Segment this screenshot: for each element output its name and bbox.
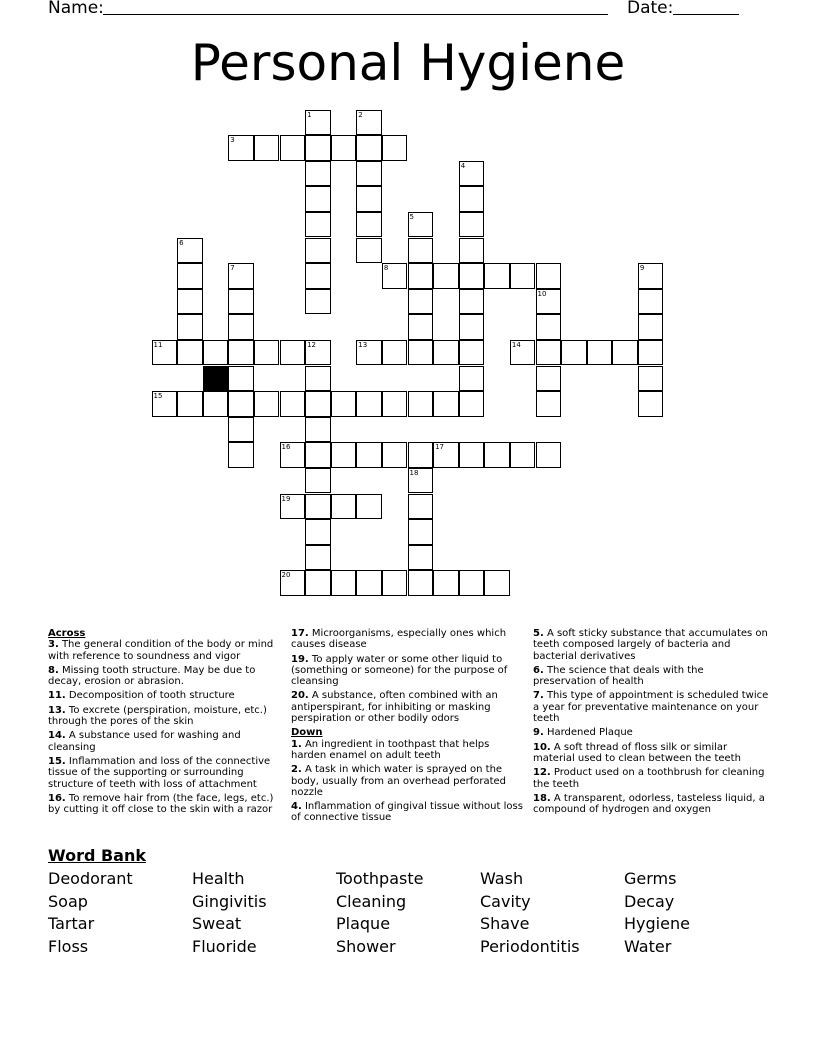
crossword-cell[interactable]	[356, 135, 382, 161]
crossword-cell[interactable]	[280, 340, 306, 366]
clue-text: A task in which water is sprayed on the body, usually from an overhead perforated nozzle	[291, 764, 507, 798]
clue-number: 7	[230, 264, 235, 273]
crossword-cell[interactable]	[459, 314, 485, 340]
down-clue	[291, 739, 527, 762]
crossword-cell[interactable]	[331, 494, 357, 520]
crossword-cell[interactable]	[305, 545, 331, 571]
clue-column-1	[48, 628, 284, 818]
down-clue	[533, 665, 769, 688]
clue-text: Hardened Plaque	[546, 727, 633, 739]
clue-column-2	[291, 628, 527, 827]
crossword-cell[interactable]	[305, 519, 331, 545]
clue-number: 18	[409, 468, 419, 477]
crossword-cell[interactable]	[536, 366, 562, 392]
clue-number-label: 1.	[291, 738, 302, 750]
crossword-cell[interactable]	[408, 212, 434, 238]
across-clue	[48, 756, 284, 790]
crossword-cell[interactable]	[305, 289, 331, 315]
crossword-cell[interactable]	[305, 340, 331, 366]
clue-number: 3	[230, 136, 235, 145]
crossword-cell[interactable]	[459, 161, 485, 187]
crossword-cell[interactable]	[382, 442, 408, 468]
crossword-cell[interactable]	[228, 289, 254, 315]
crossword-cell[interactable]	[305, 391, 331, 417]
clue-text: Missing tooth structure. May be due to decay, erosion or abrasion.	[48, 664, 256, 688]
crossword-cell[interactable]	[356, 161, 382, 187]
clue-text: A soft sticky substance that accumulates on teeth composed largely of bacteria and bacterial derivatives	[533, 628, 768, 662]
crossword-cell[interactable]	[382, 570, 408, 596]
clue-text: A substance, often combined with an antiperspirant, for inhibiting or masking perspiration or other bodily odors	[291, 690, 498, 725]
crossword-cell[interactable]	[152, 340, 178, 366]
crossword-cell[interactable]	[612, 340, 638, 366]
clue-number-label: 6.	[533, 664, 544, 676]
down-clue	[533, 793, 769, 816]
word-bank-item: Periodontitis	[480, 936, 580, 956]
name-label: Name:	[48, 0, 104, 18]
clue-number: 17	[435, 443, 445, 452]
word-bank-item: Cavity	[480, 891, 531, 911]
across-clue	[291, 654, 527, 688]
crossword-cell[interactable]	[536, 442, 562, 468]
clue-number: 15	[153, 392, 163, 401]
clue-text: Microorganisms, especially ones which causes disease	[291, 628, 507, 651]
word-bank-item: Water	[624, 936, 672, 956]
crossword-cell[interactable]	[638, 340, 664, 366]
clue-number-label: 16.	[48, 792, 66, 804]
clue-number-label: 13.	[48, 704, 66, 716]
crossword-cell[interactable]	[459, 442, 485, 468]
crossword-cell[interactable]	[305, 263, 331, 289]
crossword-cell[interactable]	[254, 135, 280, 161]
crossword-cell[interactable]	[356, 494, 382, 520]
crossword-cell[interactable]	[536, 391, 562, 417]
clue-number-label: 2.	[291, 764, 302, 776]
crossword-cell[interactable]	[638, 391, 664, 417]
crossword-cell[interactable]	[536, 263, 562, 289]
crossword-cell[interactable]	[280, 391, 306, 417]
crossword-cell[interactable]	[152, 391, 178, 417]
crossword-cell[interactable]	[459, 212, 485, 238]
crossword-cell[interactable]	[561, 340, 587, 366]
word-bank-item: Plaque	[336, 914, 391, 933]
word-bank-item: Health	[192, 869, 245, 888]
clue-number: 14	[511, 340, 521, 349]
clue-number-label: 8.	[48, 664, 59, 676]
crossword-cell[interactable]	[305, 161, 331, 187]
crossword-cell[interactable]	[356, 442, 382, 468]
crossword-cell[interactable]	[587, 340, 613, 366]
crossword-cell[interactable]	[433, 391, 459, 417]
crossword-cell[interactable]	[536, 289, 562, 315]
crossword-cell[interactable]	[433, 442, 459, 468]
clue-text: Decomposition of tooth structure	[68, 690, 235, 702]
clue-number: 9	[639, 264, 645, 273]
clue-text: The science that deals with the preservation of health	[533, 664, 704, 688]
crossword-cell[interactable]	[203, 340, 229, 366]
crossword-cell[interactable]	[408, 545, 434, 571]
crossword-cell[interactable]	[382, 263, 408, 289]
word-bank-item: Deodorant	[48, 869, 133, 888]
crossword-cell[interactable]	[280, 494, 306, 520]
clue-number-label: 9.	[533, 727, 544, 739]
clue-number: 19	[281, 494, 291, 503]
down-clue	[291, 801, 527, 824]
crossword-cell[interactable]	[331, 570, 357, 596]
crossword-cell[interactable]	[484, 442, 510, 468]
down-clue	[533, 628, 769, 662]
crossword-cell[interactable]	[408, 289, 434, 315]
crossword-cell[interactable]	[459, 263, 485, 289]
crossword-cell[interactable]	[228, 366, 254, 392]
crossword-cell[interactable]	[280, 135, 306, 161]
clue-text: This type of appointment is scheduled twice a year for preventative maintenance on your teeth	[533, 690, 769, 725]
crossword-cell[interactable]	[228, 314, 254, 340]
crossword-cell[interactable]	[177, 314, 203, 340]
word-bank-item: Germs	[624, 869, 677, 888]
crossword-cell[interactable]	[459, 391, 485, 417]
crossword-cell[interactable]	[356, 340, 382, 366]
crossword-cell[interactable]	[408, 442, 434, 468]
across-clue	[291, 628, 527, 651]
across-clue	[48, 793, 284, 816]
clue-text: To remove hair from (the face, legs, etc.) by cutting it off close to the skin with a razor	[48, 792, 274, 816]
clue-number: 13	[358, 340, 368, 349]
crossword-cell[interactable]	[331, 391, 357, 417]
crossword-cell[interactable]	[305, 494, 331, 520]
across-clue	[48, 639, 284, 662]
clue-number: 6	[179, 238, 184, 247]
word-bank-item: Tartar	[48, 914, 95, 933]
crossword-cell[interactable]	[510, 263, 536, 289]
crossword-cell[interactable]	[177, 238, 203, 264]
crossword-cell[interactable]	[638, 366, 664, 392]
crossword-cell[interactable]	[356, 570, 382, 596]
crossword-cell[interactable]	[356, 186, 382, 212]
across-clue	[291, 690, 527, 724]
crossword-cell[interactable]	[305, 238, 331, 264]
crossword-cell[interactable]	[484, 570, 510, 596]
clue-number: 4	[460, 161, 466, 170]
down-clue	[533, 690, 769, 724]
word-bank-item: Soap	[48, 891, 88, 911]
crossword-cell[interactable]	[459, 238, 485, 264]
clue-text: Inflammation and loss of the connective tissue of the supporting or surrounding structure of teeth with loss of attachment	[48, 755, 271, 790]
clue-number-label: 17.	[291, 628, 309, 639]
clue-text: Product used on a toothbrush for cleaning the teeth	[533, 767, 765, 790]
across-clue	[48, 665, 284, 688]
clue-heading: Down	[291, 727, 323, 739]
crossword-cell[interactable]	[228, 340, 254, 366]
crossword-cell[interactable]	[356, 391, 382, 417]
crossword-cell[interactable]	[433, 340, 459, 366]
page-title: Personal Hygiene	[190, 34, 626, 92]
crossword-cell[interactable]	[510, 442, 536, 468]
word-bank-item: Wash	[480, 869, 524, 888]
crossword-cell[interactable]	[408, 263, 434, 289]
clue-text: A substance used for washing and cleansing	[48, 730, 241, 753]
crossword-cell[interactable]	[459, 366, 485, 392]
clue-number: 10	[537, 289, 547, 298]
crossword-cell[interactable]	[228, 417, 254, 443]
word-bank-item: Decay	[624, 891, 675, 911]
clue-number: 1	[307, 110, 312, 119]
crossword-cell[interactable]	[408, 314, 434, 340]
across-clue	[48, 730, 284, 753]
crossword-cell[interactable]	[638, 263, 664, 289]
clue-text: The general condition of the body or mind with reference to soundness and vigor	[48, 639, 274, 662]
crossword-cell[interactable]	[356, 212, 382, 238]
down-clue	[533, 742, 769, 765]
clue-number-label: 10.	[533, 741, 551, 753]
word-bank-item: Hygiene	[624, 914, 690, 933]
clue-number: 16	[281, 443, 291, 452]
crossword-cell[interactable]	[228, 263, 254, 289]
crossword-cell[interactable]	[305, 570, 331, 596]
crossword-cell[interactable]	[280, 442, 306, 468]
clue-number-label: 19.	[291, 653, 309, 665]
crossword-cell[interactable]	[408, 494, 434, 520]
crossword-cell[interactable]	[638, 314, 664, 340]
crossword-cell[interactable]	[305, 110, 331, 136]
word-bank-item: Floss	[48, 936, 89, 956]
word-bank-item: Gingivitis	[192, 891, 267, 911]
crossword-cell[interactable]	[408, 468, 434, 494]
clue-number: 20	[281, 571, 291, 580]
down-clue	[533, 727, 769, 738]
clue-column-3	[533, 628, 769, 818]
clue-number-label: 15.	[48, 755, 66, 767]
crossword-cell[interactable]	[536, 314, 562, 340]
clue-number-label: 7.	[533, 690, 544, 702]
across-clue	[48, 690, 284, 701]
clue-number: 12	[307, 340, 317, 349]
clue-number-label: 4.	[291, 801, 302, 813]
word-bank-item: Shave	[480, 914, 530, 933]
word-bank-item: Shower	[336, 936, 396, 956]
clue-text: A transparent, odorless, tasteless liquid, a compound of hydrogen and oxygen	[533, 792, 765, 816]
crossword-cell[interactable]	[459, 289, 485, 315]
across-clue	[48, 705, 284, 728]
crossword-cell[interactable]	[305, 417, 331, 443]
clue-text: Inflammation of gingival tissue without loss of connective tissue	[291, 801, 523, 824]
crossword-cell[interactable]	[305, 468, 331, 494]
clue-text: To excrete (perspiration, moisture, etc.) through the pores of the skin	[48, 704, 267, 728]
date-label: Date:	[627, 0, 674, 18]
crossword-cell[interactable]	[305, 212, 331, 238]
clue-number-label: 5.	[533, 628, 544, 639]
crossword-cell[interactable]	[408, 238, 434, 264]
crossword-cell[interactable]	[305, 186, 331, 212]
crossword-cell[interactable]	[254, 340, 280, 366]
clue-text: A soft thread of floss silk or similar material used to clean between the teeth	[533, 741, 741, 764]
down-clue	[533, 767, 769, 790]
crossword-cell[interactable]	[510, 340, 536, 366]
crossword-cell[interactable]	[433, 263, 459, 289]
crossword-cell[interactable]	[459, 340, 485, 366]
crossword-cell[interactable]	[638, 289, 664, 315]
crossword-cell[interactable]	[433, 570, 459, 596]
crossword-cell[interactable]	[408, 570, 434, 596]
crossword-cell[interactable]	[177, 289, 203, 315]
clue-number: 2	[358, 110, 363, 119]
clue-text: To apply water or some other liquid to (something or someone) for the purpose of cleansing	[291, 653, 508, 688]
crossword-cell[interactable]	[382, 340, 408, 366]
clue-number-label: 12.	[533, 767, 551, 779]
word-bank-item: Fluoride	[192, 936, 257, 956]
crossword-cell[interactable]	[536, 340, 562, 366]
crossword-cell[interactable]	[331, 135, 357, 161]
word-bank-item: Sweat	[192, 914, 242, 933]
crossword-cell[interactable]	[177, 263, 203, 289]
clue-number: 5	[409, 212, 414, 221]
crossword-cell[interactable]	[356, 238, 382, 264]
crossword-cell[interactable]	[177, 340, 203, 366]
down-clue	[291, 764, 527, 798]
crossword-cell[interactable]	[177, 391, 203, 417]
clue-number: 11	[153, 340, 163, 349]
clue-number-label: 14.	[48, 730, 66, 742]
clue-number: 8	[383, 264, 389, 273]
crossword-cell[interactable]	[228, 391, 254, 417]
clue-number-label: 11.	[48, 690, 66, 702]
word-bank-item: Toothpaste	[336, 869, 424, 888]
clue-number-label: 20.	[291, 690, 309, 702]
crossword-cell[interactable]	[254, 391, 280, 417]
crossword-cell[interactable]	[356, 110, 382, 136]
crossword-cell[interactable]	[228, 135, 254, 161]
black-cell	[203, 366, 229, 392]
crossword-cell[interactable]	[484, 263, 510, 289]
crossword-cell[interactable]	[280, 570, 306, 596]
crossword-cell[interactable]	[382, 391, 408, 417]
crossword-cell[interactable]	[203, 391, 229, 417]
word-bank-title: Word Bank	[48, 846, 147, 865]
crossword-cell[interactable]	[331, 442, 357, 468]
crossword-cell[interactable]	[305, 135, 331, 161]
crossword-cell[interactable]	[408, 340, 434, 366]
crossword-cell[interactable]	[459, 570, 485, 596]
crossword-cell[interactable]	[459, 186, 485, 212]
crossword-cell[interactable]	[228, 442, 254, 468]
crossword-cell[interactable]	[382, 135, 408, 161]
crossword-cell[interactable]	[305, 366, 331, 392]
clue-text: An ingredient in toothpast that helps harden enamel on adult teeth	[291, 738, 490, 761]
crossword-cell[interactable]	[408, 391, 434, 417]
clue-number-label: 18.	[533, 792, 551, 804]
clue-heading: Across	[48, 628, 86, 639]
clue-number-label: 3.	[48, 639, 59, 651]
word-bank-item: Cleaning	[336, 891, 407, 911]
crossword-cell[interactable]	[408, 519, 434, 545]
crossword-cell[interactable]	[305, 442, 331, 468]
